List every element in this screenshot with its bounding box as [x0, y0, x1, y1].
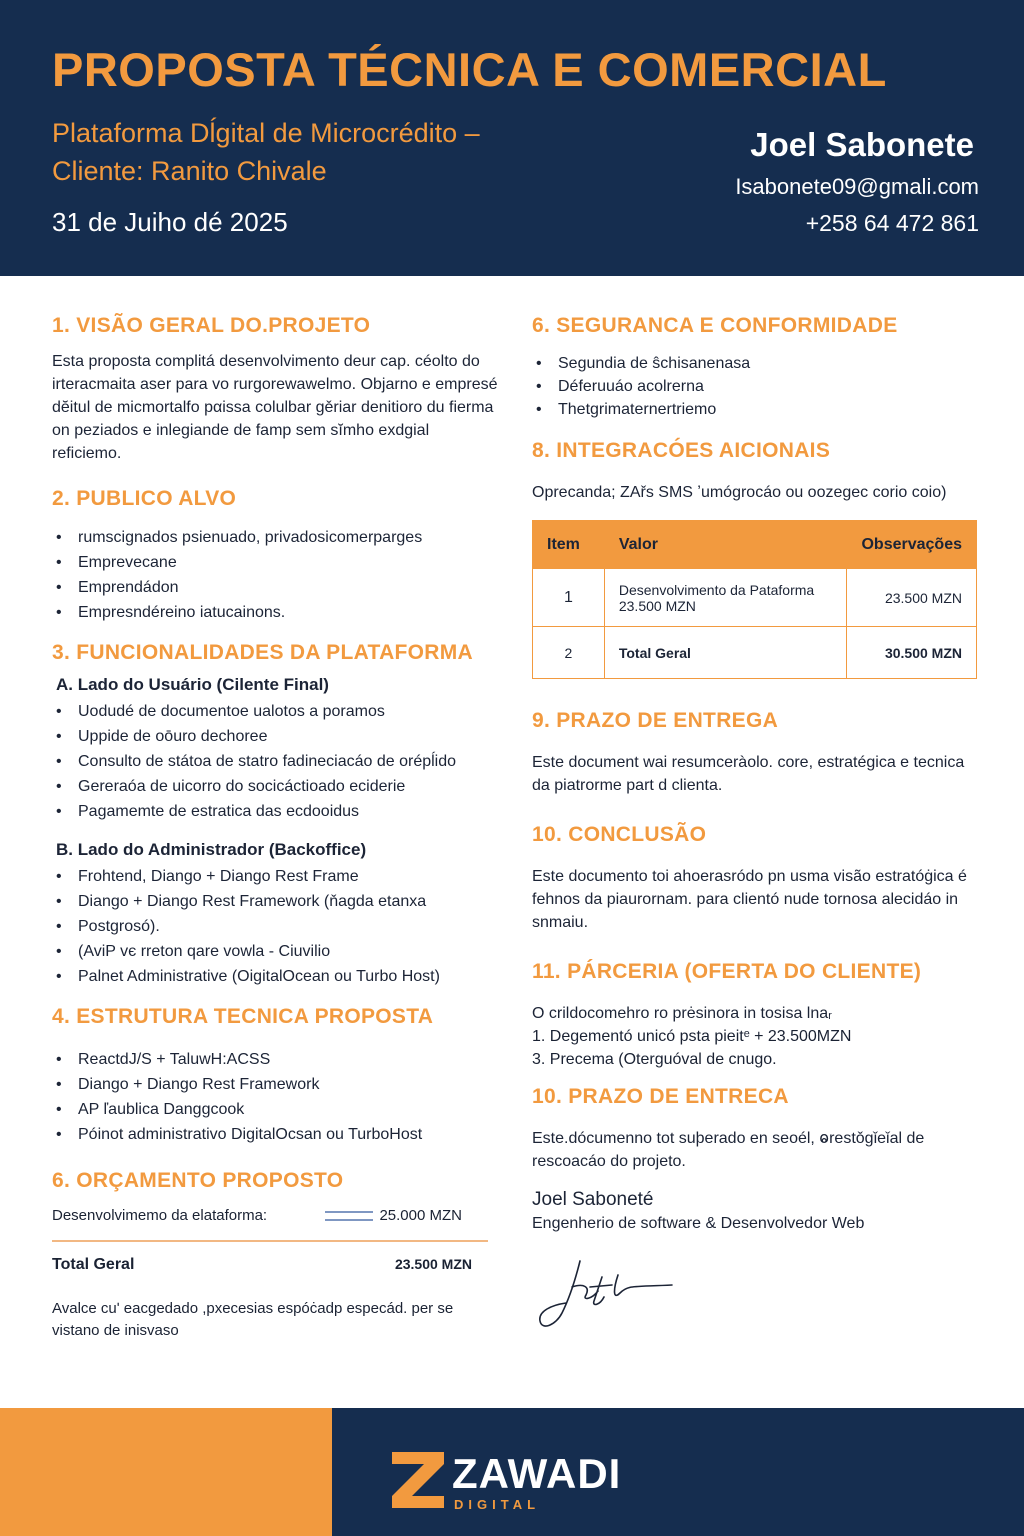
list-item: • Palnet Administrative (OigitalOcean ou Turbo Host) [52, 964, 502, 989]
partnership-item: 3. Precema (Oterguóval de cnugo. [532, 1051, 777, 1068]
list-item: • Diango + Diango Rest Framework (ňagda etanxa [52, 889, 502, 914]
section-text: Este.dócumenno tot suþerado en seoél, ⱺrestǒgǐeǐal de rescoacáo do projeto. [532, 1130, 925, 1170]
list-item: • Póinot administrativo DigitalOcsan ou TurboHost [52, 1122, 502, 1147]
section-text: Este documento toi ahoerasródo pn usma visão estratóġica é fehnos da piaurornam. para clientó nude tornosa alecidáo in snmaiu. [532, 868, 967, 931]
footer-banner [0, 1408, 1024, 1536]
budget-line-value [325, 1207, 462, 1224]
list-item: • Segundia de ŝchisanenasa [532, 352, 977, 375]
table-header-item: Item [533, 521, 605, 569]
list-item: • Uppide de oōuro dechoree [52, 724, 502, 749]
list-item: • ReactdJ/S + TaluwH:ACSS [52, 1047, 502, 1072]
table-cell-value: Total Geral [604, 627, 847, 679]
section-features [52, 641, 502, 989]
author-email: Isabonete09@gmali.com [735, 174, 979, 199]
dotted-leader [325, 1211, 373, 1221]
table-header-row [533, 521, 977, 569]
right-column [532, 300, 977, 1342]
table-cell-notes: 23.500 MZN [847, 569, 977, 627]
section-delivery [532, 709, 977, 797]
security-list [532, 352, 977, 421]
header-banner [0, 0, 1024, 276]
table-header-value: Valor [604, 521, 847, 569]
document-date: 31 de Juiho dé 2025 [52, 207, 288, 237]
list-item: • Gereraóa de uicorro do socicáctioado eciderie [52, 774, 502, 799]
section-budget [52, 1169, 502, 1342]
list-item: • Diango + Diango Rest Framework [52, 1072, 502, 1097]
admin-features-list [52, 864, 502, 989]
pricing-table [532, 520, 977, 679]
table-cell-item: 2 [533, 627, 605, 679]
budget-line [52, 1207, 502, 1224]
section-title: 2. PUBLICO ALVO [52, 487, 237, 510]
section-text: O crildocomehro ro prėsinora in tosisa lnaᵣ [532, 1005, 832, 1022]
list-item: • Emprendádon [52, 575, 502, 600]
table-header-notes: Observações [847, 521, 977, 569]
list-item: • Thetgrimaternertriemo [532, 398, 977, 421]
section-title: 9. PRAZO DE ENTREGA [532, 709, 779, 732]
z-logo-icon [390, 1446, 446, 1510]
section-partnership [532, 960, 977, 1071]
user-features-list [52, 699, 502, 824]
document-title: PROPOSTA TÉCNICA E COMERCIAL [52, 43, 887, 96]
signature-block [532, 1189, 977, 1342]
table-row [533, 569, 977, 627]
zawadi-logo [390, 1446, 690, 1510]
budget-total [52, 1256, 502, 1274]
section-conclusion [532, 823, 977, 934]
section-text: Oprecanda; ZAřs SMS ʼumógrocáo ou oozegec corio coio) [532, 484, 947, 501]
table-cell-notes: 30.500 MZN [847, 627, 977, 679]
list-item: • Empresndéreino iatucainons. [52, 600, 502, 625]
section-title: 6. SEGURANCA E CONFORMIDADE [532, 314, 898, 337]
subsection-admin-side: B. Lado do Administrador (Backoffice) [56, 840, 367, 859]
left-column [52, 300, 502, 1342]
section-title: 3. FUNCIONALIDADES DA PLATAFORMA [52, 641, 474, 664]
section-title: 6. ORÇAMENTO PROPOSTO [52, 1169, 344, 1192]
subtitle-line-2: Cliente: Ranito Chivale [52, 156, 327, 186]
section-tech-structure [52, 1005, 502, 1147]
budget-line-label: Desenvolvimemo da elataforma: [52, 1207, 268, 1224]
list-item: • Postgrosó). [52, 914, 502, 939]
table-cell-value: Desenvolvimento da Pataforma 23.500 MZN [604, 569, 847, 627]
brand-subtitle: DIGITAL [454, 1497, 541, 1512]
list-item: • Uodudé de documentoe ualotos a poramos [52, 699, 502, 724]
budget-total-label: Total Geral [52, 1256, 135, 1273]
list-item: • (AviP vє rreton qare vowla - Ciuvilio [52, 939, 502, 964]
section-title: 11. PÁRCERIA (OFERTA DO CLIENTE) [532, 960, 922, 983]
budget-line-amount: 25.000 MZN [379, 1207, 462, 1224]
table-row-total [533, 627, 977, 679]
list-item: • AP ľaublica Danggcook [52, 1097, 502, 1122]
list-item: • Consulto de státoa de statro fadineciacáo de orépĺido [52, 749, 502, 774]
partnership-item: 1. Degementó unicó psta pieitᵉ + 23.500MZN [532, 1028, 852, 1045]
section-security [532, 314, 977, 421]
section-target-audience [52, 487, 502, 625]
list-item: • Emprevecane [52, 550, 502, 575]
budget-note: Avalce cuʹ eacgedado ,pxecesias espóċadp especád. per se vistano de inisvaso [52, 1300, 454, 1339]
list-item: • rumscignados psienuado, privadosicomerparges [52, 525, 502, 550]
section-title: 1. VISÃO GERAL DO.PROJETO [52, 314, 371, 337]
table-cell-item: 1 [533, 569, 605, 627]
author-phone: +258 64 472 861 [805, 210, 979, 236]
section-overview [52, 314, 502, 465]
author-name: Joel Sabonete [750, 126, 974, 163]
tech-stack-list [52, 1047, 502, 1147]
section-title: 4. ESTRUTURA TECNICA PROPOSTA [52, 1005, 434, 1028]
section-title: 8. INTEGRACÓES AICIONAIS [532, 439, 831, 462]
audience-list [52, 525, 502, 625]
section-text: Este document wai resumceràolo. core, estratégica e tecnica da piatrorme part d clienta. [532, 754, 965, 794]
section-text: Esta proposta complitá desenvolvimento deur cap. céolto do irteracmaita aser para vo rurgorewawelmo. Objarno e empresé dĕitul de micmortalfo pαissa colulbar gěriar denitioro du fierma on peziados e inlegiande de famp sem sĭmho exdgial reficiemo. [52, 353, 498, 462]
budget-total-amount: 23.500 MZN [394, 1256, 472, 1272]
brand-name: ZAWADI [452, 1450, 622, 1497]
list-item: • Pagamemte de estratica das ecdooidus [52, 799, 502, 824]
section-delivery-2 [532, 1085, 977, 1173]
section-title: 10. CONCLUSÃO [532, 823, 707, 846]
subsection-user-side: A. Lado do Usuário (Cilente Final) [56, 675, 329, 694]
section-integrations [532, 439, 977, 679]
list-item: • Frohtend, Diango + Diango Rest Frame [52, 864, 502, 889]
handwritten-signature [532, 1247, 692, 1337]
signature-name: Joel Saboneté [532, 1189, 654, 1210]
footer-accent-block [0, 1408, 332, 1536]
section-title: 10. PRAZO DE ENTRECA [532, 1085, 789, 1108]
list-item: • Déferuuáo acolrerna [532, 375, 977, 398]
divider [52, 1240, 488, 1242]
signature-role: Engenherio de software & Desenvolvedor Web [532, 1215, 865, 1232]
document-subtitle [52, 114, 652, 190]
subtitle-line-1: Plataforma Dĺgital de Microcrédito – [52, 118, 480, 148]
